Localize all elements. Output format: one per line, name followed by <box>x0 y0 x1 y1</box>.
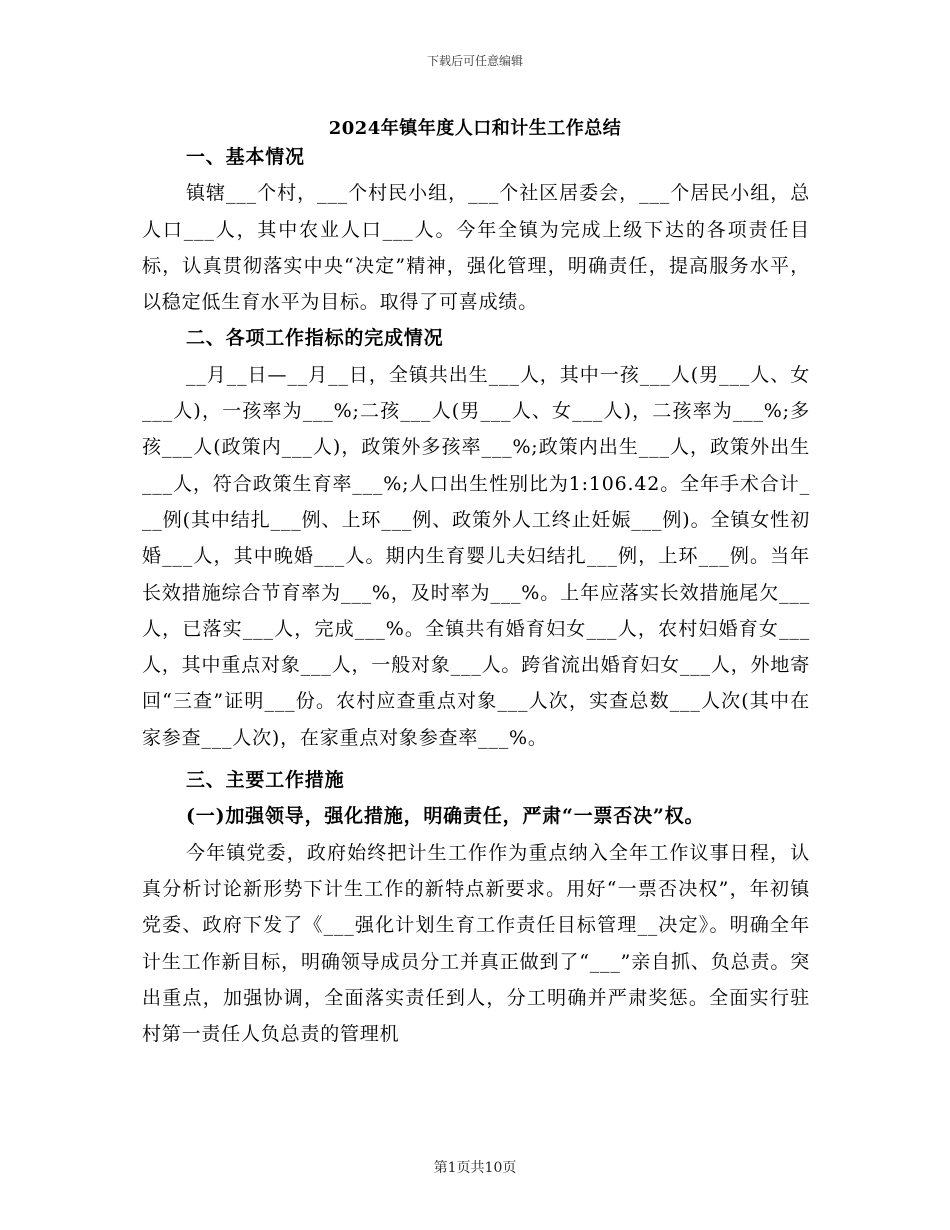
subsection-heading-leadership: (一)加强领导，强化措施，明确责任，严肃“一票否决”权。 <box>186 805 705 828</box>
section-heading-indicators: 二、各项工作指标的完成情况 <box>186 327 444 350</box>
paragraph-leadership: 今年镇党委，政府始终把计生工作作为重点纳入全年工作议事日程，认真分析讨论新形势下计生工作的新特点新要求。用好“一票否决权”，年初镇党委、政府下发了《___强化计划生育工作责任目标管理__决定》。明确全年计生工作新目标，明确领导成员分工并真正做到了“___”亲自抓、负总责。突出重点，加强协调，全面落实责任到人，分工明确并严肃奖惩。全面实行驻村第一责任人负总责的管理机 <box>142 841 810 1046</box>
section-heading-main-measures: 三、主要工作措施 <box>186 769 345 792</box>
paragraph-basic-situation: 镇辖___个村，___个村民小组，___个社区居委会，___个居民小组，总人口___人，其中农业人口___人。今年全镇为完成上级下达的各项责任目标，认真贯彻落实中央“决定”精神，强化管理，明确责任，提高服务水平，以稳定低生育水平为目标。取得了可喜成绩。 <box>142 182 810 314</box>
page-footer: 第1页共10页 <box>433 1160 517 1176</box>
document-title: 2024年镇年度人口和计生工作总结 <box>328 118 622 139</box>
paragraph-indicators: __月__日—__月__日，全镇共出生___人，其中一孩___人(男___人、女___人)，一孩率为___%;二孩___人(男___人、女___人)，二孩率为___%;多孩___人(政策内___人)，政策外多孩率___%;政策内出生___人，政策外出生___人，符合政策生育率___%;人口出生性别比为1:106.42。全年手术合计___例(其中结扎___例、上环___例、政策外人工终止妊娠___例)。全镇女性初婚___人，其中晚婚___人。期内生育婴儿夫妇结扎___例，上环___例。当年长效措施综合节育率为___%，及时率为___%。上年应落实长效措施尾欠___人，已落实___人，完成___%。全镇共有婚育妇女___人，农村妇婚育女___人，其中重点对象___人，一般对象___人。跨省流出婚育妇女___人，外地寄回“三查”证明___份。农村应查重点对象___人次，实查总数___人次(其中在家参查___人次)，在家重点对象参查率___%。 <box>142 363 810 749</box>
document-body <box>142 139 810 1052</box>
header-note: 下载后可任意编辑 <box>426 54 523 68</box>
section-heading-basic-situation: 一、基本情况 <box>186 146 305 168</box>
